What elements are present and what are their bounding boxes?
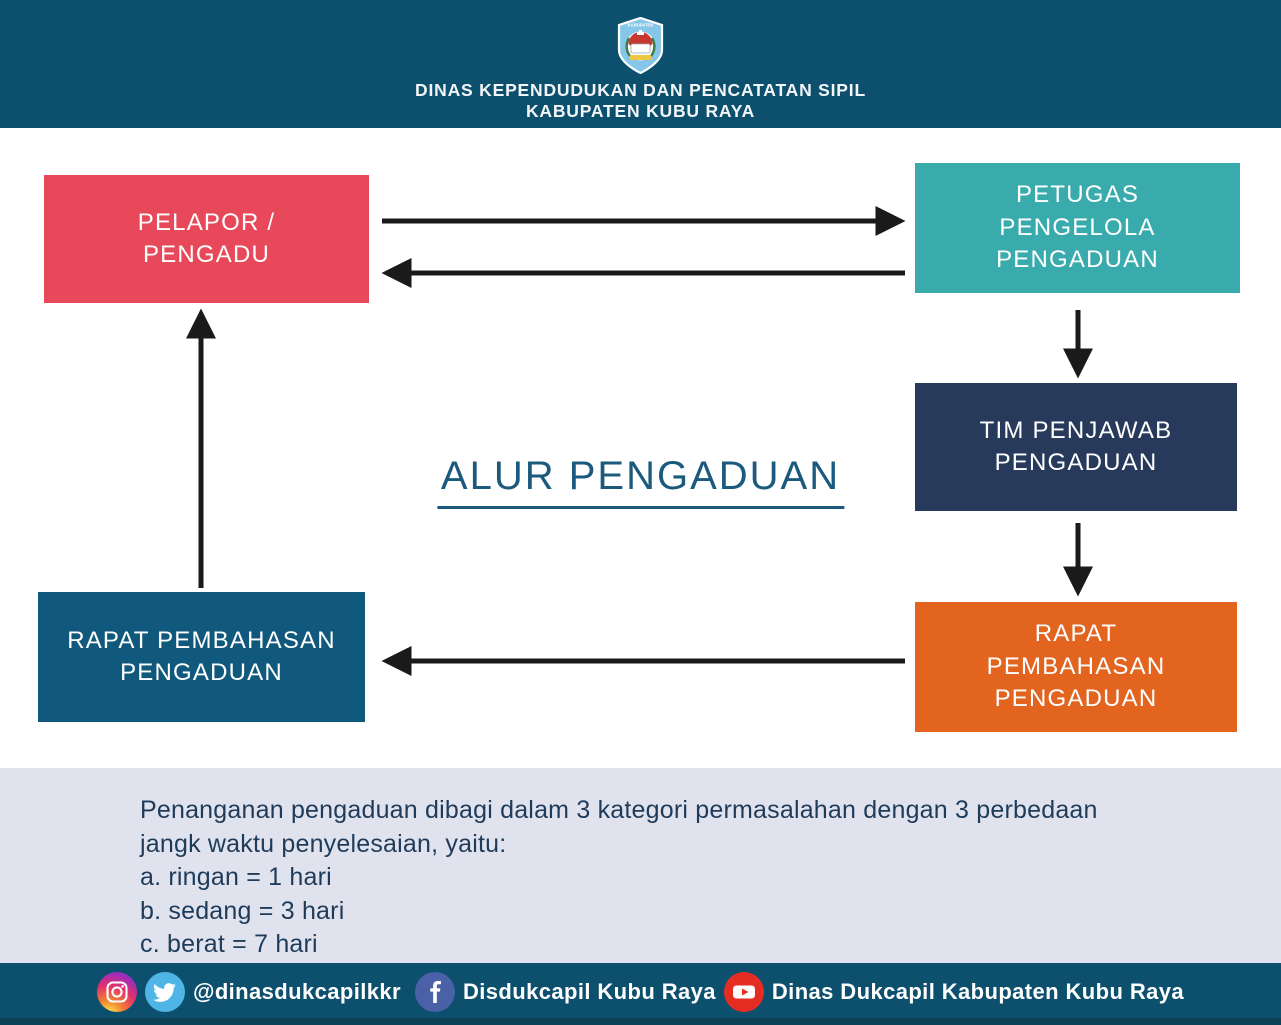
header-banner (0, 0, 1281, 128)
node-rapat-pembahasan-kiri (38, 592, 365, 722)
node-petugas-pengelola-pengaduan (915, 163, 1240, 293)
youtube-icon (724, 972, 764, 1012)
node-label: PELAPOR / PENGADU (137, 208, 276, 268)
node-rapat-pembahasan-kanan (915, 602, 1237, 732)
youtube-channel-label: Dinas Dukcapil Kabupaten Kubu Raya (771, 979, 1185, 1004)
diagram-title: ALUR PENGADUAN (437, 454, 844, 509)
note-item-sedang: b. sedang = 3 hari (140, 896, 345, 925)
flowchart-canvas (0, 128, 1281, 768)
facebook-page-label: Disdukcapil Kubu Raya (462, 979, 716, 1004)
node-pelapor-pengadu (44, 175, 369, 303)
kubu-raya-regency-logo (617, 17, 664, 74)
note-line2: jangk waktu penyelesaian, yaitu: (140, 829, 507, 858)
footer-bottom-strip (0, 1018, 1281, 1025)
node-tim-penjawab-pengaduan (915, 383, 1237, 511)
instagram-twitter-handle: @dinasdukcapilkkr (192, 979, 401, 1004)
logo-micro-text: KABUPATEN (627, 22, 654, 28)
instagram-icon (97, 972, 137, 1012)
org-name-line1: DINAS KEPENDUDUKAN DAN PENCATATAN SIPIL (415, 80, 866, 100)
facebook-icon (415, 972, 455, 1012)
node-label: PETUGAS PENGELOLA PENGADUAN (996, 181, 1159, 274)
twitter-icon (145, 972, 185, 1012)
note-item-berat: c. berat = 7 hari (140, 930, 318, 958)
note-item-ringan: a. ringan = 1 hari (140, 863, 332, 891)
node-label: TIM PENJAWAB PENGADUAN (979, 416, 1173, 476)
node-label: RAPAT PEMBAHASAN PENGADUAN (67, 626, 336, 686)
note-section (0, 768, 1281, 963)
org-name-line2: KABUPATEN KUBU RAYA (525, 101, 756, 121)
node-label: RAPAT PEMBAHASAN PENGADUAN (986, 620, 1166, 713)
note-line1: Penanganan pengaduan dibagi dalam 3 kategori permasalahan dengan 3 perbedaan (140, 796, 1098, 824)
footer-banner (0, 963, 1281, 1025)
